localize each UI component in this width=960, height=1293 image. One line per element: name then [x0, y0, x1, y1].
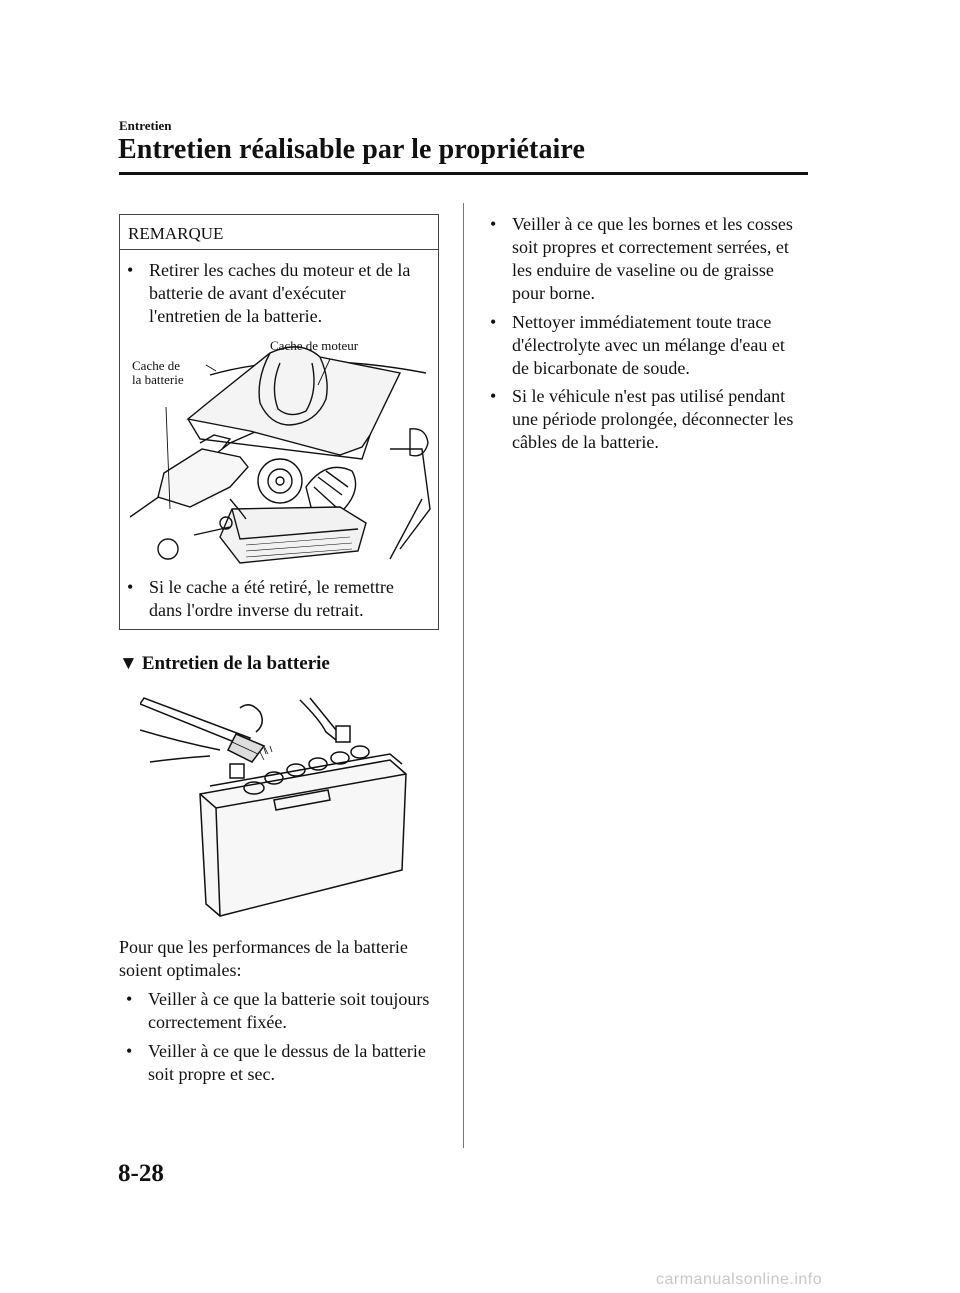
care-bullet-text: Veiller à ce que la batterie soit toujours correctement fixée.: [148, 989, 430, 1032]
care-bullet: [126, 988, 446, 1034]
battery-cover-label: Cache de la batterie: [132, 358, 184, 387]
page-title: Entretien réalisable par le propriétaire: [118, 134, 585, 165]
care-bullet-text: Nettoyer immédiatement toute trace d'électrolyte avec un mélange d'eau et de bicarbonate de soude.: [512, 312, 785, 378]
section-label: Entretien: [119, 118, 172, 133]
bullet-dot: •: [490, 214, 497, 234]
bullet-dot: •: [490, 386, 497, 406]
care-bullet-text: Veiller à ce que les bornes et les cosses soit propres et correctement serrées, et les enduire de vaseline ou de graisse pour borne.: [512, 214, 793, 303]
battery-cleaning-illustration: [140, 690, 430, 922]
note-box: [119, 214, 439, 630]
bullet-dot: •: [127, 260, 134, 280]
bullet-dot: •: [127, 577, 134, 597]
page-number: 8-28: [118, 1160, 164, 1187]
watermark: carmanualsonline.info: [656, 1271, 823, 1288]
column-divider: [463, 203, 464, 1148]
care-bullet-text: Veiller à ce que le dessus de la batterie soit propre et sec.: [148, 1041, 426, 1084]
bullet-dot: •: [490, 312, 497, 332]
triangle-marker-icon: ▼: [119, 653, 138, 674]
subsection-heading-text: Entretien de la batterie: [141, 653, 330, 674]
note-bullet: [127, 576, 437, 622]
care-bullet-text: Si le véhicule n'est pas utilisé pendant une période prolongée, déconnecter les câbles de la batterie.: [512, 386, 794, 452]
note-bullet-text: Retirer les caches du moteur et de la batterie de avant d'exécuter l'entretien de la batterie.: [149, 260, 411, 326]
intro-text: Pour que les performances de la batterie soient optimales:: [119, 937, 408, 980]
battery-cleaning-drawing: [140, 690, 430, 922]
title-rule: [119, 172, 808, 175]
care-bullet: [490, 311, 810, 380]
intro-paragraph: [119, 936, 449, 982]
care-bullet: [490, 385, 810, 454]
note-heading: REMARQUE: [128, 224, 224, 243]
note-divider: [120, 249, 438, 250]
bullet-dot: •: [126, 989, 133, 1009]
care-bullet: [126, 1040, 446, 1086]
note-bullet-text: Si le cache a été retiré, le remettre dans l'ordre inverse du retrait.: [149, 577, 394, 620]
note-bullet: [127, 259, 437, 328]
subsection-heading: [119, 653, 330, 675]
care-bullet: [490, 213, 810, 305]
engine-bay-illustration: [130, 339, 432, 567]
engine-cover-label: Cache de moteur: [270, 338, 359, 353]
bullet-dot: •: [126, 1041, 133, 1061]
